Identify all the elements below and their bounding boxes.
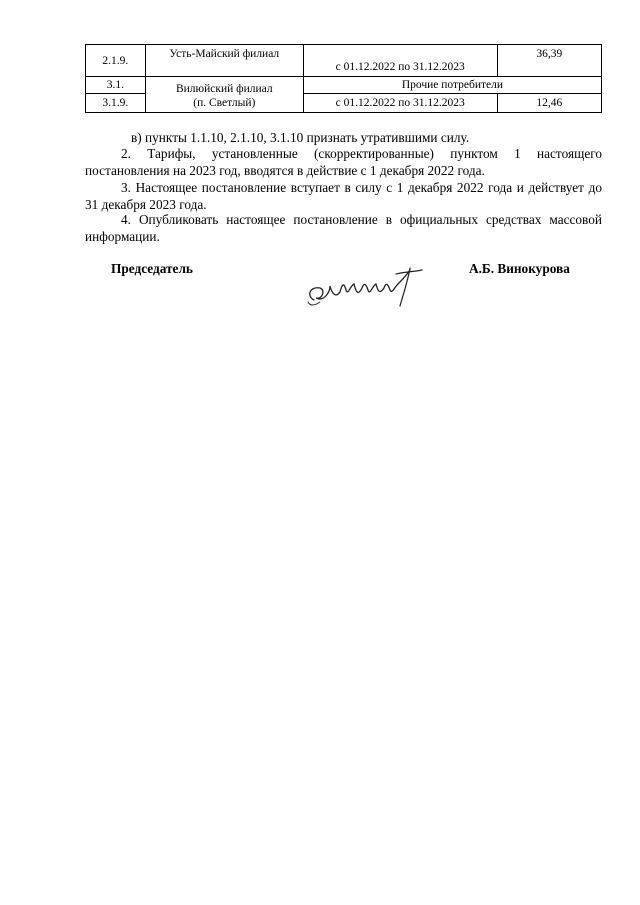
table-row — [86, 77, 602, 94]
row-number: 3.1. — [86, 77, 146, 94]
tariff-period: с 01.12.2022 по 31.12.2023 — [303, 94, 497, 113]
consumer-category: Прочие потребители — [303, 77, 601, 94]
signatory-title: Председатель — [111, 261, 193, 276]
tariff-value: 36,39 — [497, 45, 601, 77]
paragraph-4: 4. Опубликовать настоящее постановление в официальных средствах массовой информации. — [85, 212, 602, 244]
handwritten-signature — [300, 262, 430, 312]
signatory-name: А.Б. Винокурова — [469, 261, 570, 276]
paragraph-2: 2. Тарифы, установленные (скорректированные) пунктом 1 настоящего постановления на 2023 год, вводятся в действие с 1 декабря 2022 года. — [85, 146, 602, 178]
branch-name: Усть-Майский филиал — [145, 45, 303, 77]
branch-name-line2: (п. Светлый) — [193, 97, 256, 109]
branch-name-line1: Вилюйский филиал — [175, 83, 273, 95]
row-number: 3.1.9. — [86, 94, 146, 113]
tariff-period: с 01.12.2022 по 31.12.2023 — [303, 45, 497, 77]
paragraph-v: в) пункты 1.1.10, 2.1.10, 3.1.10 признать утратившими силу. — [131, 130, 470, 145]
branch-name — [145, 77, 303, 113]
tariff-value: 12,46 — [497, 94, 601, 113]
row-number: 2.1.9. — [86, 45, 146, 77]
tariff-table — [85, 44, 602, 113]
table-row — [86, 45, 602, 77]
paragraph-3: 3. Настоящее постановление вступает в силу с 1 декабря 2022 года и действует до 31 декабря 2023 года. — [85, 180, 602, 212]
